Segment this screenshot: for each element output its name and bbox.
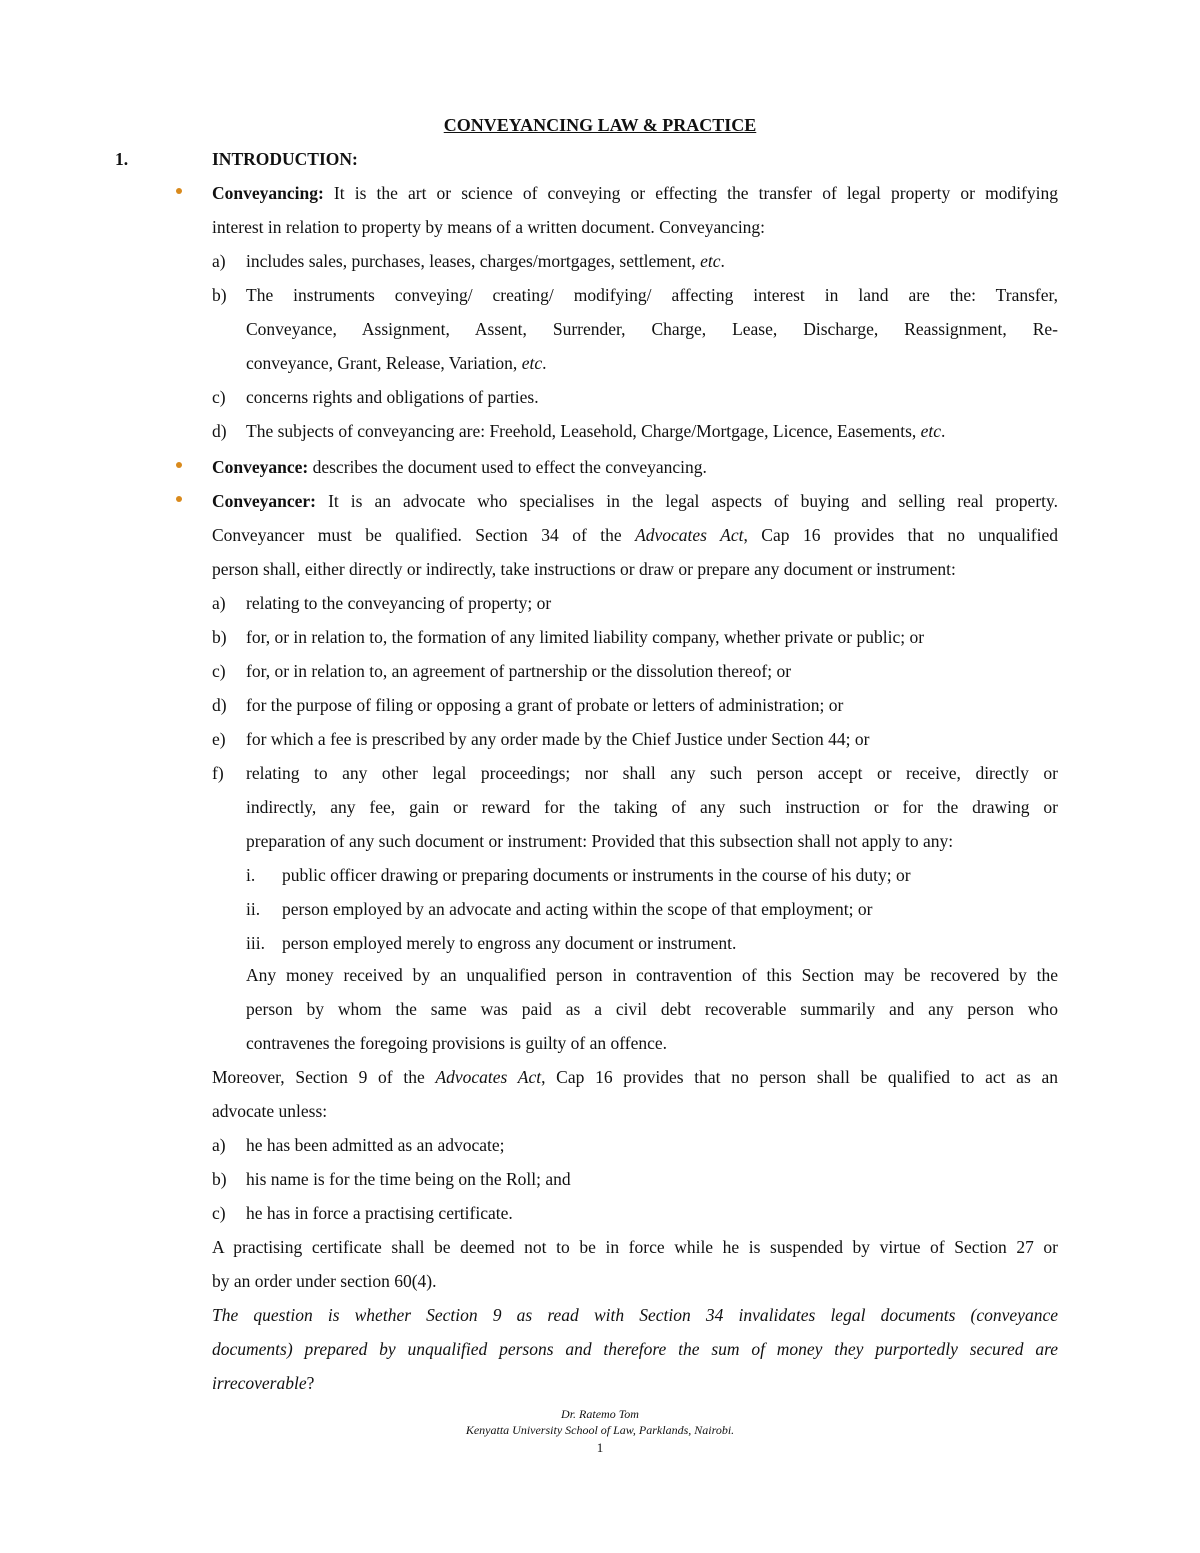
list-marker: c) <box>212 1203 226 1223</box>
footer-affiliation: Kenyatta University School of Law, Parklands, Nairobi. <box>465 1423 735 1437</box>
bullet-icon <box>176 188 182 194</box>
list-marker: d) <box>212 695 227 715</box>
conveyancing-definition-line1 <box>212 176 1058 210</box>
paragraph-recovery-line3: contravenes the foregoing provisions is guilty of an offence. <box>246 1033 668 1053</box>
term-conveyancer: Conveyancer: <box>212 491 317 511</box>
term-conveyance: Conveyance: <box>212 457 309 477</box>
page-title: CONVEYANCING LAW & PRACTICE <box>443 115 757 135</box>
list-item: The instruments conveying/ creating/ modifying/ affecting interest in land are the: Transfer, <box>246 285 1058 305</box>
paragraph-moreover-line1: Moreover, Section 9 of the Advocates Act, Cap 16 provides that no person shall be qualified to act as an <box>212 1067 1058 1087</box>
term-conveyancing: Conveyancing: <box>212 183 324 203</box>
sub-list-item: public officer drawing or preparing documents or instruments in the course of his duty; or <box>282 865 911 885</box>
paragraph-recovery-line1: Any money received by an unqualified person in contravention of this Section may be recovered by the <box>246 965 1058 985</box>
list-marker: d) <box>212 421 227 441</box>
conveyance-definition: Conveyance: describes the document used to effect the conveyancing. <box>212 457 707 477</box>
list-item: concerns rights and obligations of parties. <box>246 387 539 407</box>
list-item-continued: preparation of any such document or instrument: Provided that this subsection shall not apply to any: <box>246 831 954 851</box>
section-heading: INTRODUCTION: <box>212 149 358 169</box>
list-item: he has been admitted as an advocate; <box>246 1135 505 1155</box>
list-item: The subjects of conveyancing are: Freehold, Leasehold, Charge/Mortgage, Licence, Easements, etc. <box>246 421 946 441</box>
list-marker: f) <box>212 763 224 783</box>
list-item: relating to the conveyancing of property; or <box>246 593 552 613</box>
list-marker: a) <box>212 251 226 271</box>
list-item: for, or in relation to, the formation of any limited liability company, whether private or public; or <box>246 627 925 647</box>
list-item: relating to any other legal proceedings; nor shall any such person accept or receive, directly or <box>246 763 1058 783</box>
definition-text: It is the art or science of conveying or effecting the transfer of legal property or modifying <box>333 183 1058 203</box>
list-marker: b) <box>212 627 227 647</box>
roman-marker: iii. <box>246 933 265 953</box>
roman-marker: i. <box>246 865 256 885</box>
paragraph-certificate-line1: A practising certificate shall be deemed not to be in force while he is suspended by virtue of Section 27 or <box>212 1237 1058 1257</box>
section-number: 1. <box>115 149 129 169</box>
list-item: includes sales, purchases, leases, charges/mortgages, settlement, etc. <box>246 251 725 271</box>
list-item-continued: Conveyance, Assignment, Assent, Surrender, Charge, Lease, Discharge, Reassignment, Re- <box>246 319 1058 339</box>
list-marker: b) <box>212 285 227 305</box>
list-item: for which a fee is prescribed by any order made by the Chief Justice under Section 44; or <box>246 729 870 749</box>
question-line2: documents) prepared by unqualified persons and therefore the sum of money they purportedly secured are <box>212 1339 1058 1359</box>
list-item: he has in force a practising certificate. <box>246 1203 513 1223</box>
conveyancer-definition-line3: person shall, either directly or indirectly, take instructions or draw or prepare any document or instrument: <box>212 559 956 579</box>
sub-list-item: person employed by an advocate and acting within the scope of that employment; or <box>282 899 873 919</box>
conveyancer-definition-line2: Conveyancer must be qualified. Section 34 of the Advocates Act, Cap 16 provides that no unqualified <box>212 525 1058 545</box>
conveyancer-definition-line1: Conveyancer: It is an advocate who specialises in the legal aspects of buying and selling real property. <box>212 491 1058 511</box>
list-item: for the purpose of filing or opposing a grant of probate or letters of administration; or <box>246 695 844 715</box>
list-item: his name is for the time being on the Roll; and <box>246 1169 571 1189</box>
bullet-icon <box>176 462 182 468</box>
conveyancing-definition-line2: interest in relation to property by means of a written document. Conveyancing: <box>212 217 766 237</box>
page-number: 1 <box>596 1440 604 1455</box>
bullet-icon <box>176 496 182 502</box>
paragraph-certificate-line2: by an order under section 60(4). <box>212 1271 437 1291</box>
sub-list-item: person employed merely to engross any document or instrument. <box>282 933 737 953</box>
question-line3: irrecoverable? <box>212 1373 315 1393</box>
list-item-continued: conveyance, Grant, Release, Variation, etc. <box>246 353 547 373</box>
paragraph-recovery-line2: person by whom the same was paid as a civil debt recoverable summarily and any person who <box>246 999 1058 1019</box>
footer-author: Dr. Ratemo Tom <box>561 1407 639 1421</box>
list-marker: c) <box>212 661 226 681</box>
roman-marker: ii. <box>246 899 261 919</box>
list-item: for, or in relation to, an agreement of partnership or the dissolution thereof; or <box>246 661 792 681</box>
list-marker: e) <box>212 729 226 749</box>
list-marker: a) <box>212 593 226 613</box>
list-item-continued: indirectly, any fee, gain or reward for the taking of any such instruction or for the drawing or <box>246 797 1058 817</box>
question-line1: The question is whether Section 9 as read with Section 34 invalidates legal documents (conveyance <box>212 1305 1058 1325</box>
list-marker: a) <box>212 1135 226 1155</box>
list-marker: b) <box>212 1169 227 1189</box>
paragraph-moreover-line2: advocate unless: <box>212 1101 328 1121</box>
list-marker: c) <box>212 387 226 407</box>
